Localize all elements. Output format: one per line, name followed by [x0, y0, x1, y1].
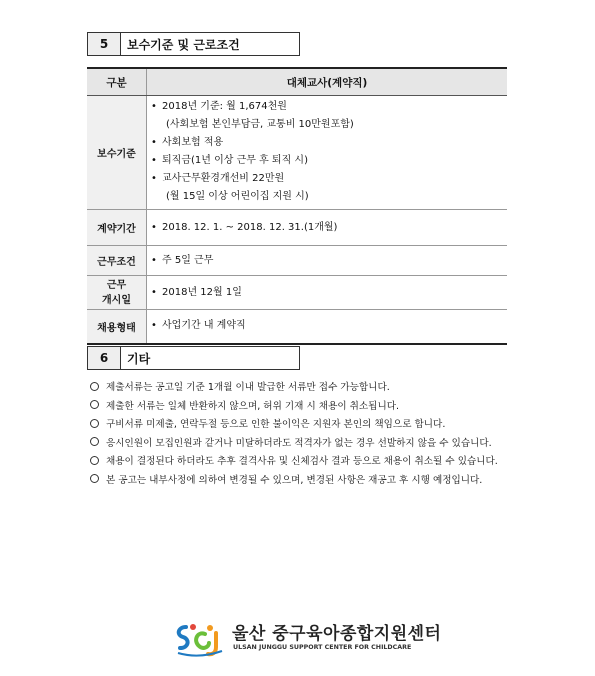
section-6-title: 기타: [121, 346, 300, 370]
table-row-work: [87, 246, 507, 276]
org-name-korean: 울산 중구육아종합지원센터: [232, 624, 442, 644]
list-item: 채용이 결정된다 하더라도 추후 결격사유 및 신체검사 결과 등으로 채용이 취소될 수 있습니다.: [90, 451, 520, 470]
header-category: 구분: [87, 68, 147, 96]
circle-bullet-icon: [90, 474, 99, 483]
circle-bullet-icon: [90, 456, 99, 465]
bullet-icon: •: [151, 320, 157, 332]
circle-bullet-icon: [90, 437, 99, 446]
pay-bullet-3: • 퇴직금(1년 이상 근무 후 퇴직 시): [151, 152, 507, 170]
bullet-icon: •: [151, 101, 157, 112]
pay-bullet-1-sub: (사회보험 본인부담금, 교통비 10만원포함): [166, 119, 354, 130]
bullet-icon: •: [151, 254, 157, 266]
center-logo-icon: [172, 617, 226, 659]
section-5-title: 보수기준 및 근로조건: [121, 32, 300, 56]
row-label-start: 근무 개시일: [87, 276, 147, 310]
bullet-icon: •: [151, 221, 157, 233]
pay-bullet-4-sub: (월 15일 이상 어린이집 지원 시): [166, 191, 309, 202]
section-6-header: [87, 346, 300, 370]
row-value-pay: [147, 96, 508, 210]
header-position: 대체교사(계약직): [147, 68, 508, 96]
row-label-work: 근무조건: [87, 246, 147, 276]
org-name-english: ULSAN JUNGGU SUPPORT CENTER FOR CHILDCARE: [233, 644, 412, 651]
bullet-icon: •: [151, 137, 157, 148]
table-header-row: [87, 68, 507, 96]
conditions-table: [87, 67, 507, 345]
row-label-pay: 보수기준: [87, 96, 147, 210]
table-row-type: [87, 310, 507, 344]
row-value-type: • 사업기간 내 계약직: [147, 310, 508, 344]
pay-bullet-4: • 교사근무환경개선비 22만원: [151, 170, 507, 188]
circle-bullet-icon: [90, 400, 99, 409]
bullet-icon: •: [151, 286, 157, 298]
list-item: 구비서류 미제출, 연락두절 등으로 인한 불이익은 지원자 본인의 책임으로 합니다.: [90, 414, 520, 433]
table-row-pay: [87, 96, 507, 210]
row-value-work: • 주 5일 근무: [147, 246, 508, 276]
bullet-icon: •: [151, 155, 157, 166]
bullet-icon: •: [151, 173, 157, 184]
section-6-number: 6: [87, 346, 121, 370]
notes-list: [90, 377, 520, 488]
table-row-period: [87, 210, 507, 246]
circle-bullet-icon: [90, 419, 99, 428]
list-item: 제출한 서류는 일체 반환하지 않으며, 허위 기재 시 채용이 취소됩니다.: [90, 396, 520, 415]
row-value-start: • 2018년 12월 1일: [147, 276, 508, 310]
circle-bullet-icon: [90, 382, 99, 391]
list-item: 본 공고는 내부사정에 의하여 변경될 수 있으며, 변경된 사항은 재공고 후 시행 예정입니다.: [90, 470, 520, 489]
row-label-period: 계약기간: [87, 210, 147, 246]
section-5-header: [87, 32, 300, 56]
footer-logo: [172, 617, 442, 659]
table-row-start: [87, 276, 507, 310]
list-item: 제출서류는 공고일 기준 1개월 이내 발급한 서류만 접수 가능합니다.: [90, 377, 520, 396]
pay-bullet-2: • 사회보험 적용: [151, 134, 507, 152]
section-5-number: 5: [87, 32, 121, 56]
row-value-period: • 2018. 12. 1. ~ 2018. 12. 31.(1개월): [147, 210, 508, 246]
row-label-type: 채용형태: [87, 310, 147, 344]
list-item: 응시인원이 모집인원과 같거나 미달하더라도 적격자가 없는 경우 선발하지 않을 수 있습니다.: [90, 433, 520, 452]
pay-bullet-1: • 2018년 기준: 월 1,674천원: [151, 98, 507, 116]
